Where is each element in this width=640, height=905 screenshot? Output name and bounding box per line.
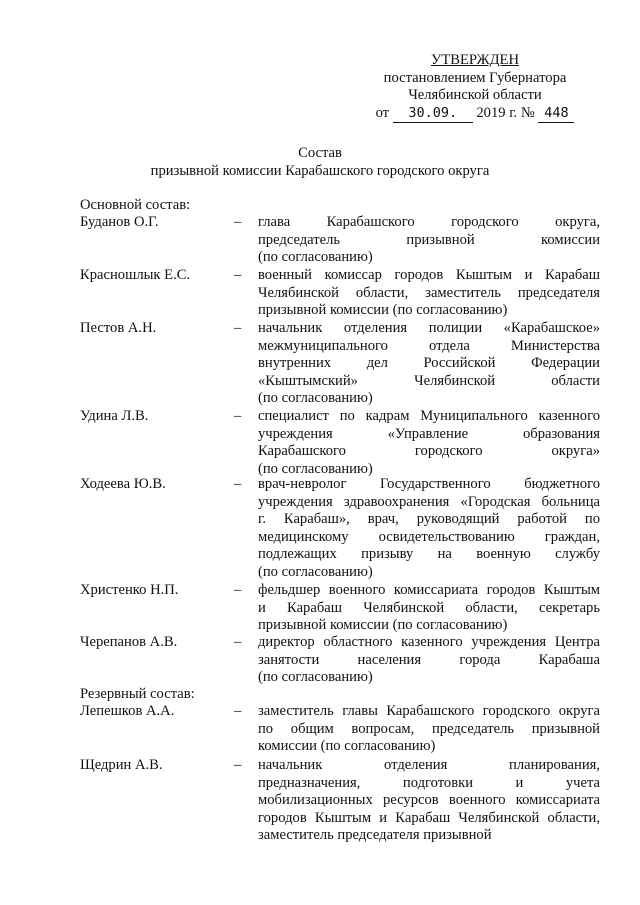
position-line: г. Карабаш», врач, руководящий работой по xyxy=(258,511,600,527)
approval-line-1: постановлением Губернатора xyxy=(383,69,567,86)
member-name: Ходеева Ю.В. xyxy=(80,476,166,492)
position-line: (по согласованию) xyxy=(258,460,373,477)
position-line: призывной комиссии (по согласованию) xyxy=(258,617,508,633)
position-line: глава Карабашского городского округа, xyxy=(258,214,600,230)
member-position xyxy=(258,582,600,635)
position-line: учреждения «Управление образования xyxy=(258,425,600,442)
position-line: заместитель председателя призывной xyxy=(258,827,492,843)
heading-title: Состав xyxy=(298,145,342,161)
approval-from: от xyxy=(375,104,390,121)
position-line: и Карабаш Челябинской области, секретарь xyxy=(258,599,600,616)
member-dash: – xyxy=(234,320,242,336)
member-dash: – xyxy=(234,476,242,492)
position-line: специалист по кадрам Муниципального казенного xyxy=(258,408,600,424)
member-position xyxy=(258,320,600,408)
approval-year: 2019 г. № xyxy=(476,104,535,121)
position-line: фельдшер военного комиссариата городов Кыштым xyxy=(258,582,600,598)
position-line: «Кыштымский» Челябинской области xyxy=(258,372,600,389)
approval-number: 448 xyxy=(538,105,574,124)
position-line: (по согласованию) xyxy=(258,563,373,580)
reserve-section-label: Резервный состав: xyxy=(80,686,195,702)
approval-title: УТВЕРЖДЕН xyxy=(431,52,519,68)
member-name: Пестов А.Н. xyxy=(80,320,157,336)
position-line: городов Кыштым и Карабаш Челябинской области, xyxy=(258,809,600,826)
position-line: председатель призывной комиссии xyxy=(258,231,600,248)
member-name: Красношлык Е.С. xyxy=(80,267,191,283)
position-line: медицинскому освидетельствованию граждан, xyxy=(258,528,600,545)
approval-line-2: Челябинской области xyxy=(408,87,542,103)
main-section-label: Основной состав: xyxy=(80,197,191,213)
member-position xyxy=(258,476,600,581)
approval-block xyxy=(370,52,580,123)
document-heading xyxy=(60,144,580,180)
position-line: занятости населения города Карабаша xyxy=(258,651,600,668)
member-name: Христенко Н.П. xyxy=(80,582,179,598)
member-name: Буданов О.Г. xyxy=(80,214,159,230)
member-position xyxy=(258,703,600,756)
member-position xyxy=(258,267,600,320)
member-dash: – xyxy=(234,757,242,773)
position-line: комиссии (по согласованию) xyxy=(258,738,436,754)
position-line: (по согласованию) xyxy=(258,390,373,406)
position-line: по общим вопросам, председатель призывной xyxy=(258,720,600,737)
member-position xyxy=(258,214,600,267)
position-line: (по согласованию) xyxy=(258,669,373,685)
position-line: Карабашского городского округа» xyxy=(258,443,600,459)
member-name: Щедрин А.В. xyxy=(80,757,163,773)
member-dash: – xyxy=(234,408,242,424)
member-dash: – xyxy=(234,267,242,283)
member-position xyxy=(258,408,600,478)
position-line: (по согласованию) xyxy=(258,249,373,265)
member-dash: – xyxy=(234,582,242,598)
position-line: начальник отделения полиции «Карабашское» xyxy=(258,320,600,336)
member-name: Лепешков А.А. xyxy=(80,703,175,719)
position-line: военный комиссар городов Кыштым и Карабаш xyxy=(258,267,600,283)
position-line: учреждения здравоохранения «Городская больница xyxy=(258,493,600,510)
position-line: межмуниципального отдела Министерства xyxy=(258,337,600,354)
member-dash: – xyxy=(234,703,242,719)
position-line: заместитель главы Карабашского городского округа xyxy=(258,703,600,719)
position-line: призывной комиссии (по согласованию) xyxy=(258,302,508,318)
position-line: врач-невролог Государственного бюджетного xyxy=(258,476,600,492)
member-name: Удина Л.В. xyxy=(80,408,149,424)
position-line: подлежащих призыву на военную службу xyxy=(258,546,600,562)
member-position xyxy=(258,634,600,687)
position-line: Челябинской области, заместитель председателя xyxy=(258,284,600,301)
member-name: Черепанов А.В. xyxy=(80,634,178,650)
position-line: начальник отделения планирования, xyxy=(258,757,600,773)
position-line: мобилизационных ресурсов военного комиссариата xyxy=(258,792,600,808)
position-line: внутренних дел Российской Федерации xyxy=(258,355,600,371)
heading-subtitle: призывной комиссии Карабашского городского округа xyxy=(150,163,490,179)
approval-date-line xyxy=(370,105,580,124)
member-dash: – xyxy=(234,214,242,230)
position-line: директор областного казенного учреждения Центра xyxy=(258,634,600,650)
member-dash: – xyxy=(234,634,242,650)
position-line: предназначения, подготовки и учета xyxy=(258,774,600,791)
approval-date: 30.09. xyxy=(393,105,473,124)
member-position xyxy=(258,757,600,845)
